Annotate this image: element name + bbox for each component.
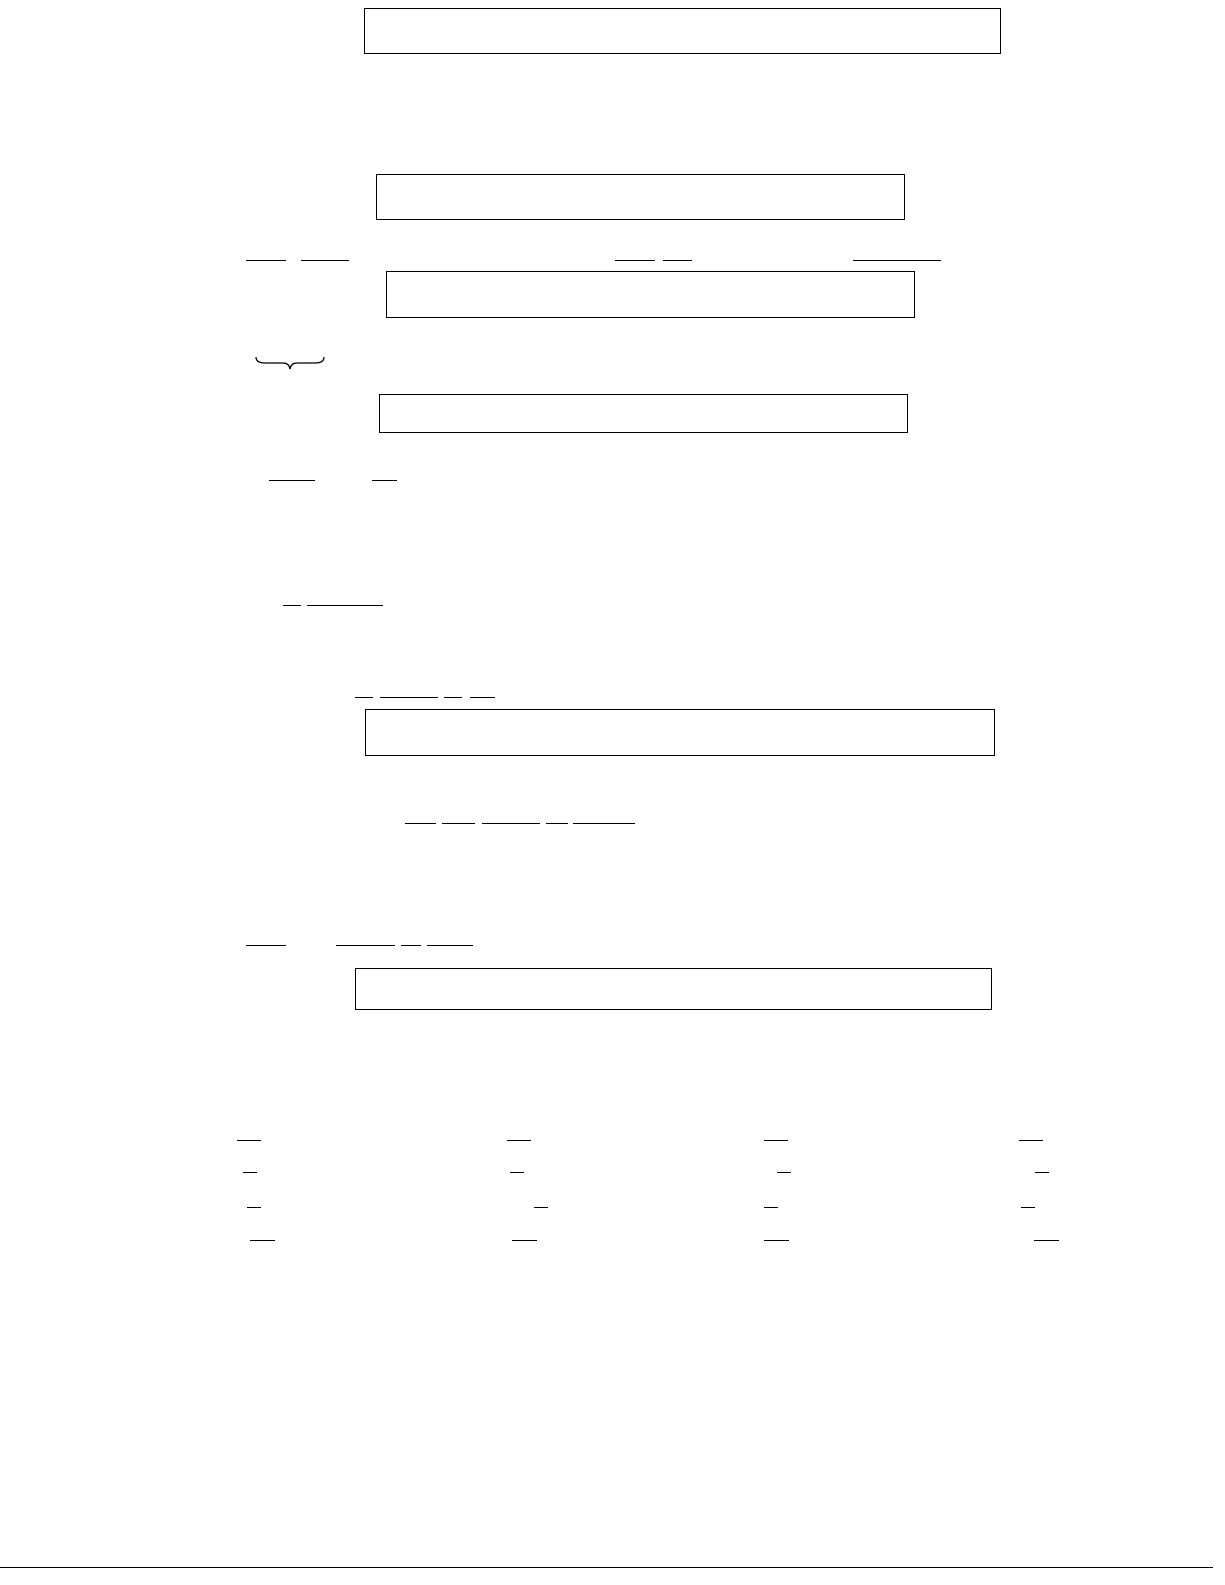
fraction-bar — [663, 260, 692, 261]
underbrace — [255, 355, 325, 373]
option-fraction-bar — [512, 1240, 537, 1241]
option-fraction-bar — [777, 1172, 791, 1173]
fraction-bar — [615, 260, 655, 261]
fraction-bar — [546, 823, 568, 824]
fraction-bar — [355, 697, 373, 698]
answer-box-4[interactable] — [379, 394, 908, 433]
fraction-bar — [301, 260, 349, 261]
answer-box-5[interactable] — [365, 709, 995, 756]
page-bottom-rule — [0, 1567, 1213, 1568]
option-fraction-bar — [510, 1172, 524, 1173]
option-fraction-bar — [507, 1140, 531, 1141]
fraction-bar — [283, 605, 301, 606]
option-fraction-bar — [764, 1140, 788, 1141]
option-fraction-bar — [1021, 1207, 1035, 1208]
option-fraction-bar — [243, 1172, 257, 1173]
option-fraction-bar — [1019, 1140, 1043, 1141]
fraction-bar — [470, 697, 495, 698]
answer-box-3[interactable] — [386, 271, 915, 318]
option-fraction-bar — [1034, 1240, 1059, 1241]
fraction-bar — [405, 823, 436, 824]
option-fraction-bar — [764, 1240, 789, 1241]
fraction-bar — [573, 823, 635, 824]
option-fraction-bar — [1035, 1172, 1049, 1173]
fraction-bar — [442, 823, 475, 824]
answer-box-2[interactable] — [376, 174, 905, 220]
fraction-bar — [336, 945, 395, 946]
fraction-bar — [246, 260, 286, 261]
fraction-bar — [372, 480, 397, 481]
answer-box-1[interactable] — [364, 8, 1001, 54]
option-fraction-bar — [534, 1207, 548, 1208]
option-fraction-bar — [764, 1207, 778, 1208]
fraction-bar — [853, 260, 941, 261]
fraction-bar — [401, 945, 421, 946]
answer-box-6[interactable] — [355, 968, 992, 1010]
fraction-bar — [482, 823, 540, 824]
option-fraction-bar — [247, 1207, 261, 1208]
fraction-bar — [246, 945, 286, 946]
fraction-bar — [380, 697, 438, 698]
option-fraction-bar — [237, 1140, 261, 1141]
option-fraction-bar — [250, 1240, 275, 1241]
fraction-bar — [427, 945, 473, 946]
fraction-bar — [444, 697, 462, 698]
fraction-bar — [307, 605, 383, 606]
fraction-bar — [269, 480, 315, 481]
